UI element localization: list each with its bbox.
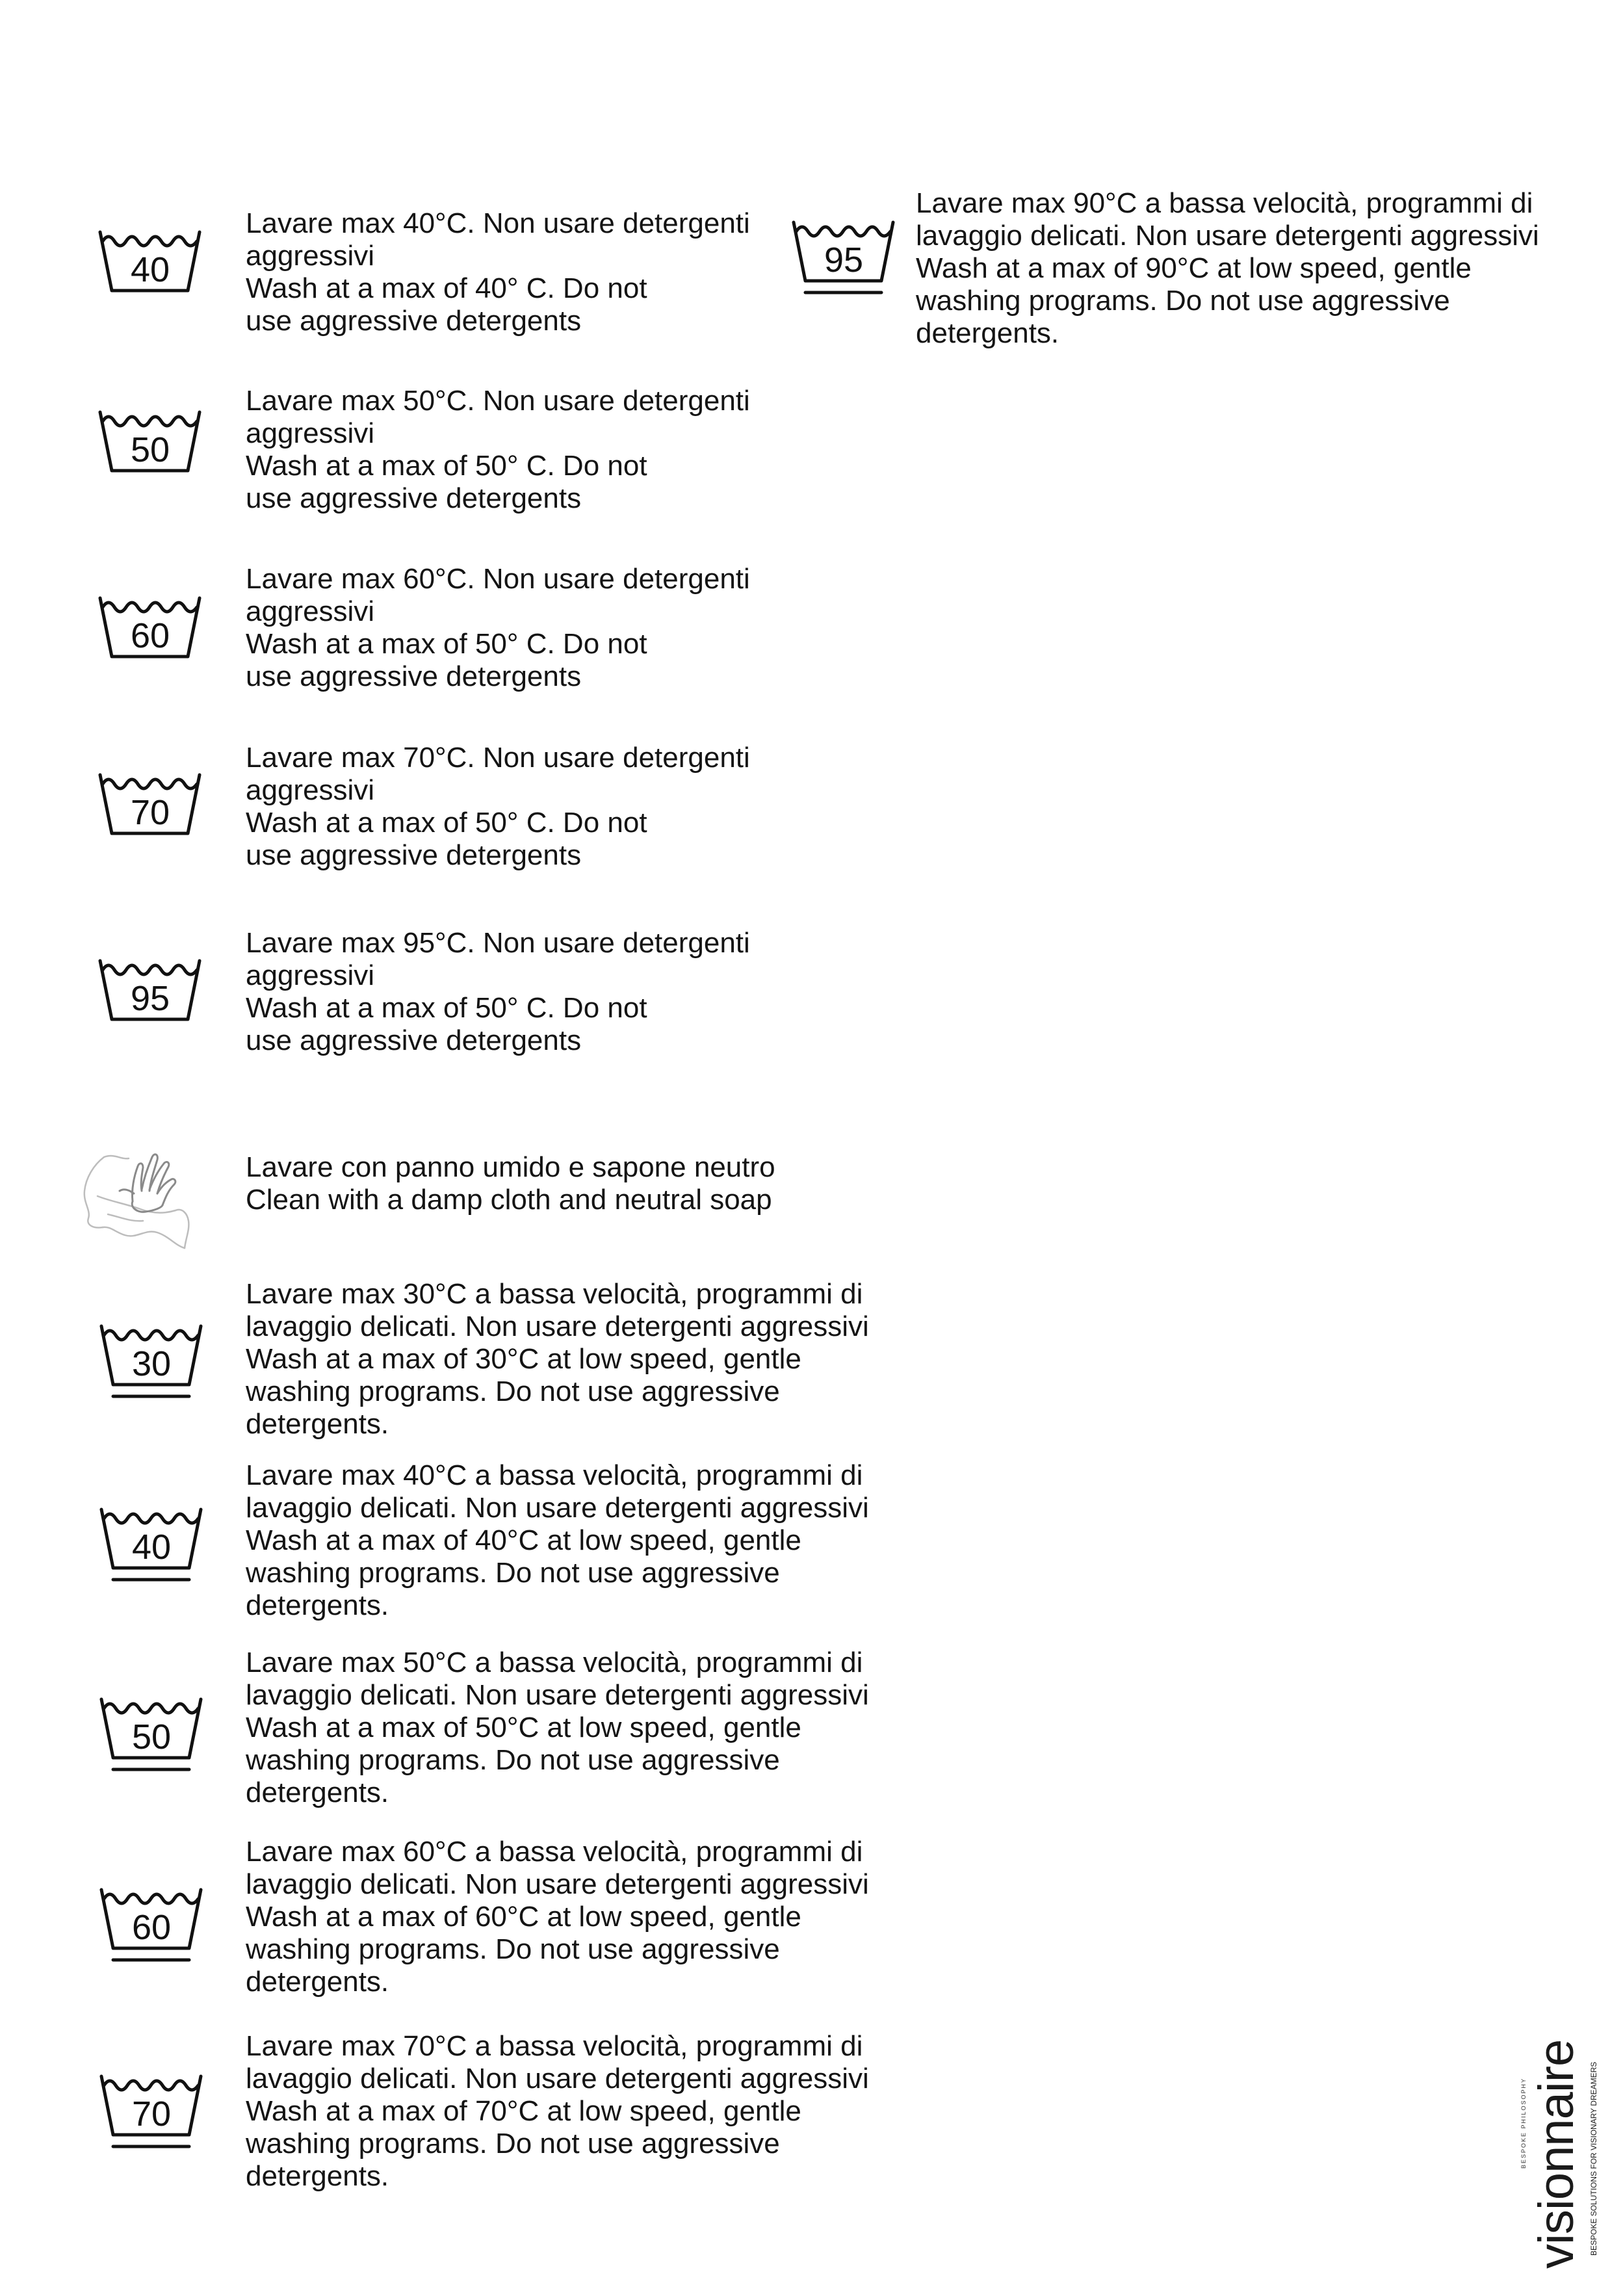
text-line: Lavare max 30°C a bassa velocità, programmi di (246, 1278, 863, 1310)
care-instruction-text (246, 1278, 869, 1441)
text-line: Wash at a max of 90°C at low speed, gentle (916, 252, 1472, 284)
wash-temperature: 50 (131, 1717, 172, 1756)
wash-50-icon (96, 407, 203, 488)
text-line: Wash at a max of 50° C. Do not (246, 807, 647, 839)
text-line: Lavare max 90°C a bassa velocità, programmi di (916, 187, 1533, 219)
care-instruction-text (246, 742, 750, 872)
text-line: detergents. (246, 1777, 389, 1808)
wash-temperature: 60 (131, 1908, 172, 1947)
gentle-wash-50-icon (97, 1694, 205, 1775)
text-line: Lavare max 50°C a bassa velocità, programmi di (246, 1647, 863, 1678)
text-line: Lavare max 50°C. Non usare detergenti (246, 385, 750, 417)
text-line: detergents. (246, 1589, 389, 1621)
gentle-wash-40-icon (97, 1504, 205, 1585)
text-line: Lavare max 60°C. Non usare detergenti (246, 563, 750, 595)
text-line: detergents. (246, 1408, 389, 1440)
care-instruction-text (246, 207, 750, 337)
text-line: use aggressive detergents (246, 305, 582, 337)
text-line: Lavare max 95°C. Non usare detergenti (246, 927, 750, 959)
care-instruction-text (246, 1647, 869, 1809)
wash-temperature: 30 (131, 1344, 172, 1383)
care-instruction-text (246, 563, 750, 693)
text-line: Wash at a max of 50° C. Do not (246, 628, 647, 660)
text-line: washing programs. Do not use aggressive (246, 2128, 780, 2159)
text-line: Lavare max 60°C a bassa velocità, programmi di (246, 1836, 863, 1868)
text-line: Wash at a max of 40°C at low speed, gentle (246, 1524, 801, 1556)
wash-temperature: 95 (824, 241, 864, 280)
text-line: washing programs. Do not use aggressive (246, 1557, 780, 1589)
care-instruction-text (246, 385, 750, 515)
wash-temperature: 40 (130, 250, 170, 289)
text-line: Wash at a max of 50° C. Do not (246, 992, 647, 1024)
text-line: aggressivi (246, 595, 375, 627)
wash-temperature: 60 (130, 616, 170, 655)
text-line: use aggressive detergents (246, 660, 582, 692)
text-line: use aggressive detergents (246, 482, 582, 514)
brand-tagline: BESPOKE SOLUTIONS FOR VISIONARY DREAMERS (1589, 2061, 1598, 2256)
care-instruction-text (246, 927, 750, 1057)
text-line: detergents. (246, 2160, 389, 2192)
care-instruction-text (246, 1151, 775, 1216)
wash-temperature: 95 (130, 979, 170, 1018)
wash-60-icon (96, 593, 203, 674)
wash-temperature: 70 (131, 2094, 172, 2133)
wash-95-icon (96, 956, 203, 1037)
care-instruction-text (246, 1836, 869, 1998)
care-instruction-text (246, 2030, 869, 2193)
wash-temperature: 70 (130, 793, 170, 832)
text-line: Lavare max 70°C. Non usare detergenti (246, 742, 750, 774)
text-line: use aggressive detergents (246, 839, 582, 871)
text-line: Wash at a max of 60°C at low speed, gentle (246, 1901, 801, 1933)
text-line: washing programs. Do not use aggressive (246, 1933, 780, 1965)
gentle-wash-70-icon (97, 2071, 205, 2152)
text-line: lavaggio delicati. Non usare detergenti aggressivi (246, 1311, 869, 1342)
text-line: Wash at a max of 50°C at low speed, gentle (246, 1712, 801, 1743)
wash-temperature: 40 (131, 1528, 172, 1567)
text-line: lavaggio delicati. Non usare detergenti aggressivi (246, 1679, 869, 1711)
wash-temperature: 50 (130, 430, 170, 469)
care-instruction-text (916, 187, 1539, 350)
text-line: aggressivi (246, 774, 375, 806)
text-line: Lavare con panno umido e sapone neutro (246, 1151, 775, 1183)
text-line: Wash at a max of 50° C. Do not (246, 450, 647, 482)
text-line: washing programs. Do not use aggressive (916, 285, 1450, 317)
text-line: lavaggio delicati. Non usare detergenti aggressivi (246, 1492, 869, 1524)
gentle-wash-95-icon (790, 217, 897, 298)
text-line: use aggressive detergents (246, 1024, 582, 1056)
damp-cloth-hand-icon (78, 1131, 201, 1255)
text-line: detergents. (916, 317, 1059, 349)
text-line: washing programs. Do not use aggressive (246, 1744, 780, 1776)
text-line: Lavare max 70°C a bassa velocità, programmi di (246, 2030, 863, 2062)
gentle-wash-60-icon (97, 1885, 205, 1966)
text-line: aggressivi (246, 959, 375, 991)
wash-40-icon (96, 227, 203, 308)
brand-logo-wordmark: visionnaire (1529, 2039, 1584, 2269)
text-line: Wash at a max of 30°C at low speed, gentle (246, 1343, 801, 1375)
gentle-wash-30-icon (97, 1321, 205, 1402)
text-line: aggressivi (246, 240, 375, 272)
logo-subline: BESPOKE PHILOSOPHY (1520, 2077, 1527, 2169)
wash-70-icon (96, 770, 203, 851)
text-line: Clean with a damp cloth and neutral soap (246, 1184, 772, 1216)
care-instruction-text (246, 1459, 869, 1622)
text-line: Lavare max 40°C a bassa velocità, programmi di (246, 1459, 863, 1491)
text-line: aggressivi (246, 417, 375, 449)
text-line: washing programs. Do not use aggressive (246, 1376, 780, 1407)
text-line: Wash at a max of 40° C. Do not (246, 272, 647, 304)
text-line: lavaggio delicati. Non usare detergenti aggressivi (916, 220, 1539, 252)
text-line: Lavare max 40°C. Non usare detergenti (246, 207, 750, 239)
text-line: Wash at a max of 70°C at low speed, gentle (246, 2095, 801, 2127)
text-line: lavaggio delicati. Non usare detergenti aggressivi (246, 1868, 869, 1900)
text-line: lavaggio delicati. Non usare detergenti aggressivi (246, 2063, 869, 2094)
text-line: detergents. (246, 1966, 389, 1998)
